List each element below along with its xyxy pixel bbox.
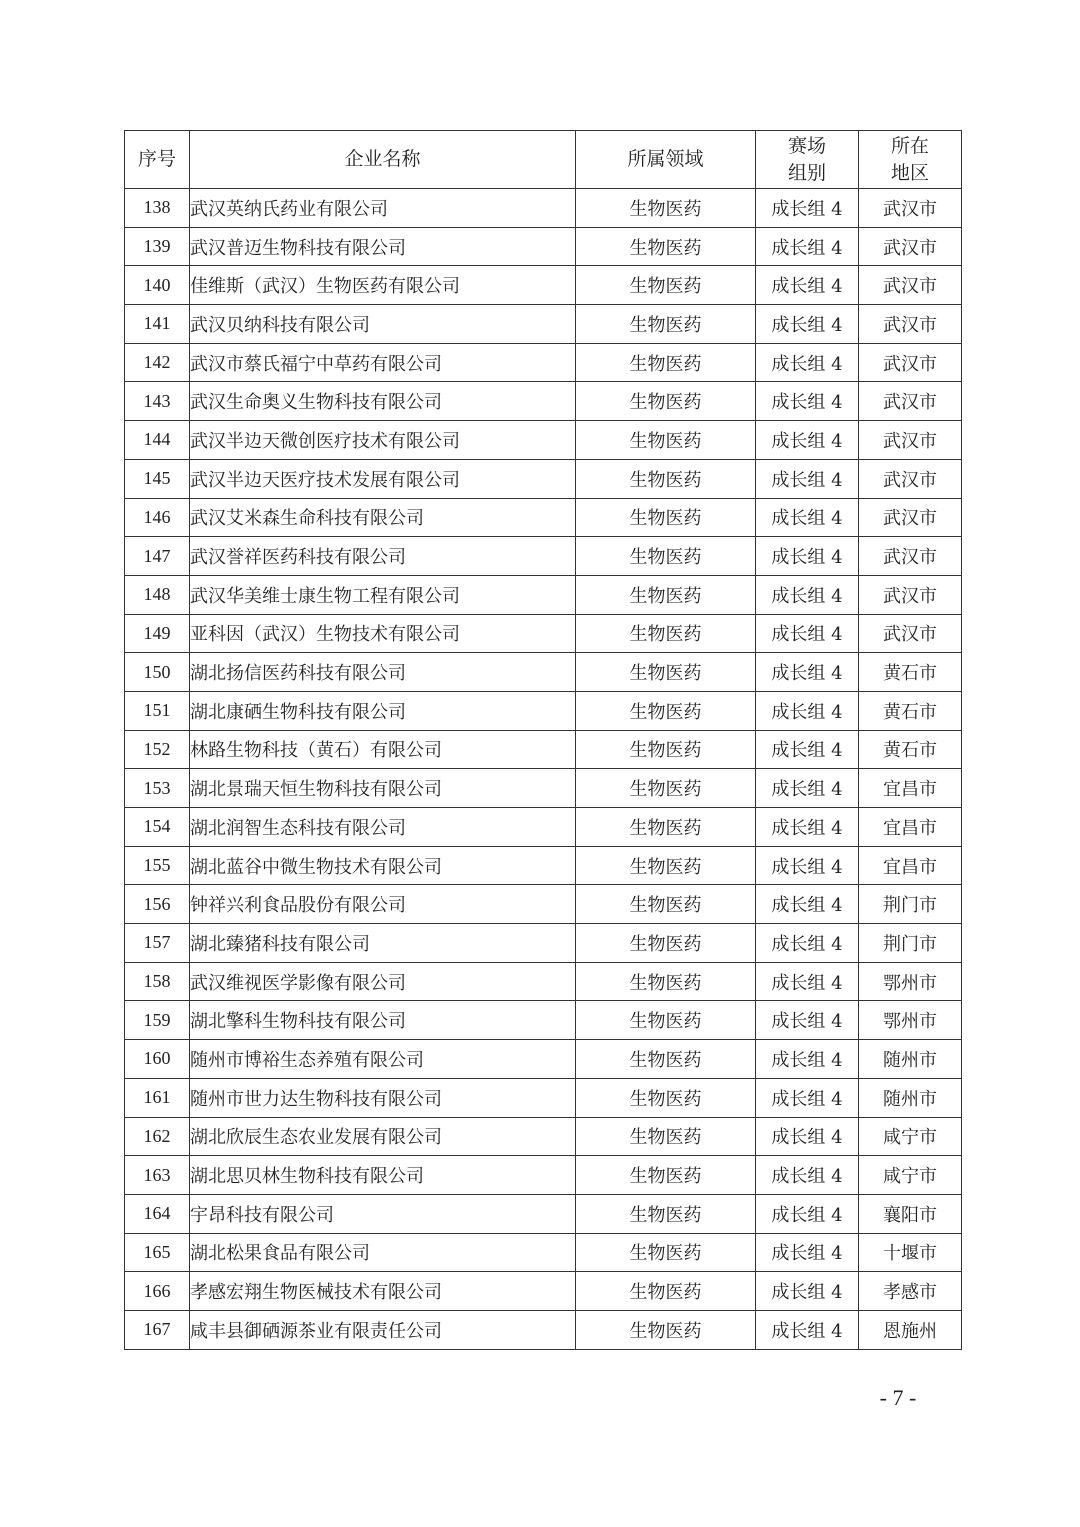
table-row [125, 885, 962, 924]
cell-company-name: 武汉艾米森生命科技有限公司 [190, 498, 576, 537]
table-row [125, 1001, 962, 1040]
table-row [125, 459, 962, 498]
cell-company-name: 湖北欣辰生态农业发展有限公司 [190, 1117, 576, 1156]
cell-serial-number: 165 [125, 1233, 190, 1272]
cell-group: 成长组 4 [756, 343, 859, 382]
header-field: 所属领域 [576, 131, 756, 189]
table-row [125, 1040, 962, 1079]
cell-serial-number: 154 [125, 808, 190, 847]
cell-region: 宜昌市 [859, 769, 962, 808]
cell-region: 黄石市 [859, 730, 962, 769]
cell-field: 生物医药 [576, 614, 756, 653]
cell-region: 荆门市 [859, 885, 962, 924]
cell-group: 成长组 4 [756, 1233, 859, 1272]
cell-region: 荆门市 [859, 924, 962, 963]
cell-group: 成长组 4 [756, 885, 859, 924]
cell-serial-number: 141 [125, 305, 190, 344]
cell-field: 生物医药 [576, 382, 756, 421]
table-row [125, 1233, 962, 1272]
cell-company-name: 武汉华美维士康生物工程有限公司 [190, 575, 576, 614]
cell-region: 武汉市 [859, 189, 962, 228]
cell-group: 成长组 4 [756, 1001, 859, 1040]
cell-company-name: 武汉生命奥义生物科技有限公司 [190, 382, 576, 421]
cell-serial-number: 148 [125, 575, 190, 614]
cell-serial-number: 159 [125, 1001, 190, 1040]
cell-company-name: 武汉维视医学影像有限公司 [190, 962, 576, 1001]
header-region-line2: 地区 [890, 161, 929, 184]
cell-region: 孝感市 [859, 1272, 962, 1311]
cell-company-name: 咸丰县御硒源茶业有限责任公司 [190, 1310, 576, 1349]
cell-company-name: 武汉贝纳科技有限公司 [190, 305, 576, 344]
cell-serial-number: 156 [125, 885, 190, 924]
header-region [859, 131, 962, 189]
cell-field: 生物医药 [576, 421, 756, 460]
cell-field: 生物医药 [576, 189, 756, 228]
table-row [125, 498, 962, 537]
table-row [125, 769, 962, 808]
cell-group: 成长组 4 [756, 691, 859, 730]
table-row [125, 846, 962, 885]
cell-group: 成长组 4 [756, 1156, 859, 1195]
cell-field: 生物医药 [576, 1194, 756, 1233]
cell-serial-number: 166 [125, 1272, 190, 1311]
cell-group: 成长组 4 [756, 537, 859, 576]
cell-group: 成长组 4 [756, 382, 859, 421]
cell-serial-number: 143 [125, 382, 190, 421]
table-row [125, 266, 962, 305]
table-row [125, 1194, 962, 1233]
table-row [125, 653, 962, 692]
cell-region: 咸宁市 [859, 1156, 962, 1195]
cell-company-name: 武汉英纳氏药业有限公司 [190, 189, 576, 228]
table-row [125, 1117, 962, 1156]
cell-group: 成长组 4 [756, 808, 859, 847]
cell-field: 生物医药 [576, 1233, 756, 1272]
cell-company-name: 武汉誉祥医药科技有限公司 [190, 537, 576, 576]
cell-group: 成长组 4 [756, 730, 859, 769]
header-group-line2: 组别 [787, 161, 826, 184]
cell-serial-number: 145 [125, 459, 190, 498]
table-row [125, 614, 962, 653]
table-row [125, 537, 962, 576]
cell-company-name: 湖北臻猪科技有限公司 [190, 924, 576, 963]
cell-group: 成长组 4 [756, 575, 859, 614]
cell-serial-number: 149 [125, 614, 190, 653]
cell-region: 武汉市 [859, 537, 962, 576]
cell-serial-number: 167 [125, 1310, 190, 1349]
cell-serial-number: 147 [125, 537, 190, 576]
table-row [125, 227, 962, 266]
cell-field: 生物医药 [576, 924, 756, 963]
table-row [125, 421, 962, 460]
cell-region: 襄阳市 [859, 1194, 962, 1233]
table-row [125, 1156, 962, 1195]
cell-region: 十堰市 [859, 1233, 962, 1272]
cell-serial-number: 162 [125, 1117, 190, 1156]
cell-field: 生物医药 [576, 1310, 756, 1349]
cell-field: 生物医药 [576, 730, 756, 769]
header-group [756, 131, 859, 189]
cell-group: 成长组 4 [756, 1078, 859, 1117]
cell-serial-number: 157 [125, 924, 190, 963]
table-row [125, 691, 962, 730]
cell-company-name: 湖北思贝林生物科技有限公司 [190, 1156, 576, 1195]
header-group-line1: 赛场 [787, 134, 826, 157]
cell-region: 武汉市 [859, 575, 962, 614]
cell-company-name: 孝感宏翔生物医械技术有限公司 [190, 1272, 576, 1311]
cell-group: 成长组 4 [756, 614, 859, 653]
cell-serial-number: 140 [125, 266, 190, 305]
cell-field: 生物医药 [576, 769, 756, 808]
cell-group: 成长组 4 [756, 305, 859, 344]
cell-field: 生物医药 [576, 1117, 756, 1156]
cell-serial-number: 164 [125, 1194, 190, 1233]
header-company-name: 企业名称 [190, 131, 576, 189]
cell-region: 武汉市 [859, 421, 962, 460]
cell-group: 成长组 4 [756, 846, 859, 885]
cell-serial-number: 160 [125, 1040, 190, 1079]
cell-region: 恩施州 [859, 1310, 962, 1349]
cell-field: 生物医药 [576, 575, 756, 614]
cell-group: 成长组 4 [756, 962, 859, 1001]
cell-region: 咸宁市 [859, 1117, 962, 1156]
cell-company-name: 武汉半边天微创医疗技术有限公司 [190, 421, 576, 460]
cell-serial-number: 161 [125, 1078, 190, 1117]
cell-serial-number: 163 [125, 1156, 190, 1195]
cell-region: 鄂州市 [859, 1001, 962, 1040]
cell-company-name: 湖北景瑞天恒生物科技有限公司 [190, 769, 576, 808]
cell-group: 成长组 4 [756, 1040, 859, 1079]
cell-company-name: 湖北扬信医药科技有限公司 [190, 653, 576, 692]
cell-field: 生物医药 [576, 691, 756, 730]
cell-serial-number: 150 [125, 653, 190, 692]
table-row [125, 808, 962, 847]
cell-serial-number: 151 [125, 691, 190, 730]
cell-group: 成长组 4 [756, 498, 859, 537]
table-header-row [125, 131, 962, 189]
cell-field: 生物医药 [576, 537, 756, 576]
cell-region: 武汉市 [859, 614, 962, 653]
table-row [125, 189, 962, 228]
cell-region: 随州市 [859, 1078, 962, 1117]
cell-group: 成长组 4 [756, 189, 859, 228]
cell-company-name: 武汉市蔡氏福宁中草药有限公司 [190, 343, 576, 382]
cell-field: 生物医药 [576, 266, 756, 305]
cell-group: 成长组 4 [756, 1194, 859, 1233]
cell-field: 生物医药 [576, 885, 756, 924]
cell-company-name: 武汉半边天医疗技术发展有限公司 [190, 459, 576, 498]
cell-field: 生物医药 [576, 1040, 756, 1079]
cell-serial-number: 153 [125, 769, 190, 808]
cell-serial-number: 152 [125, 730, 190, 769]
cell-company-name: 随州市世力达生物科技有限公司 [190, 1078, 576, 1117]
cell-region: 武汉市 [859, 305, 962, 344]
enterprise-table [124, 130, 962, 1350]
cell-field: 生物医药 [576, 1272, 756, 1311]
cell-serial-number: 158 [125, 962, 190, 1001]
cell-company-name: 林路生物科技（黄石）有限公司 [190, 730, 576, 769]
cell-field: 生物医药 [576, 343, 756, 382]
cell-group: 成长组 4 [756, 769, 859, 808]
page-number: - 7 - [879, 1385, 917, 1410]
cell-company-name: 湖北润智生态科技有限公司 [190, 808, 576, 847]
cell-company-name: 亚科因（武汉）生物技术有限公司 [190, 614, 576, 653]
cell-region: 武汉市 [859, 266, 962, 305]
table-row [125, 575, 962, 614]
cell-company-name: 湖北擎科生物科技有限公司 [190, 1001, 576, 1040]
cell-region: 宜昌市 [859, 846, 962, 885]
cell-field: 生物医药 [576, 1156, 756, 1195]
table-row [125, 730, 962, 769]
table-row [125, 1078, 962, 1117]
cell-company-name: 武汉普迈生物科技有限公司 [190, 227, 576, 266]
cell-field: 生物医药 [576, 305, 756, 344]
cell-region: 随州市 [859, 1040, 962, 1079]
cell-field: 生物医药 [576, 846, 756, 885]
cell-serial-number: 142 [125, 343, 190, 382]
table-row [125, 1310, 962, 1349]
table-row [125, 924, 962, 963]
cell-region: 宜昌市 [859, 808, 962, 847]
cell-company-name: 随州市博裕生态养殖有限公司 [190, 1040, 576, 1079]
cell-region: 武汉市 [859, 498, 962, 537]
cell-serial-number: 144 [125, 421, 190, 460]
table-row [125, 1272, 962, 1311]
cell-region: 武汉市 [859, 459, 962, 498]
cell-group: 成长组 4 [756, 1117, 859, 1156]
table-row [125, 382, 962, 421]
cell-field: 生物医药 [576, 1001, 756, 1040]
cell-serial-number: 155 [125, 846, 190, 885]
cell-group: 成长组 4 [756, 653, 859, 692]
cell-region: 黄石市 [859, 653, 962, 692]
cell-field: 生物医药 [576, 653, 756, 692]
cell-company-name: 佳维斯（武汉）生物医药有限公司 [190, 266, 576, 305]
table-row [125, 343, 962, 382]
header-region-line1: 所在 [890, 134, 929, 157]
cell-field: 生物医药 [576, 808, 756, 847]
cell-region: 鄂州市 [859, 962, 962, 1001]
cell-group: 成长组 4 [756, 266, 859, 305]
cell-field: 生物医药 [576, 962, 756, 1001]
table-row [125, 305, 962, 344]
cell-group: 成长组 4 [756, 1310, 859, 1349]
cell-group: 成长组 4 [756, 924, 859, 963]
cell-field: 生物医药 [576, 1078, 756, 1117]
cell-company-name: 宇昂科技有限公司 [190, 1194, 576, 1233]
cell-region: 武汉市 [859, 343, 962, 382]
cell-region: 武汉市 [859, 382, 962, 421]
cell-company-name: 湖北蓝谷中微生物技术有限公司 [190, 846, 576, 885]
cell-region: 武汉市 [859, 227, 962, 266]
cell-company-name: 钟祥兴利食品股份有限公司 [190, 885, 576, 924]
cell-serial-number: 139 [125, 227, 190, 266]
cell-serial-number: 138 [125, 189, 190, 228]
cell-company-name: 湖北康硒生物科技有限公司 [190, 691, 576, 730]
cell-field: 生物医药 [576, 459, 756, 498]
cell-group: 成长组 4 [756, 421, 859, 460]
table-row [125, 962, 962, 1001]
cell-group: 成长组 4 [756, 459, 859, 498]
cell-field: 生物医药 [576, 498, 756, 537]
cell-serial-number: 146 [125, 498, 190, 537]
cell-group: 成长组 4 [756, 1272, 859, 1311]
table-body [125, 189, 962, 1350]
cell-region: 黄石市 [859, 691, 962, 730]
cell-field: 生物医药 [576, 227, 756, 266]
cell-company-name: 湖北松果食品有限公司 [190, 1233, 576, 1272]
cell-group: 成长组 4 [756, 227, 859, 266]
header-serial-number: 序号 [125, 131, 190, 189]
